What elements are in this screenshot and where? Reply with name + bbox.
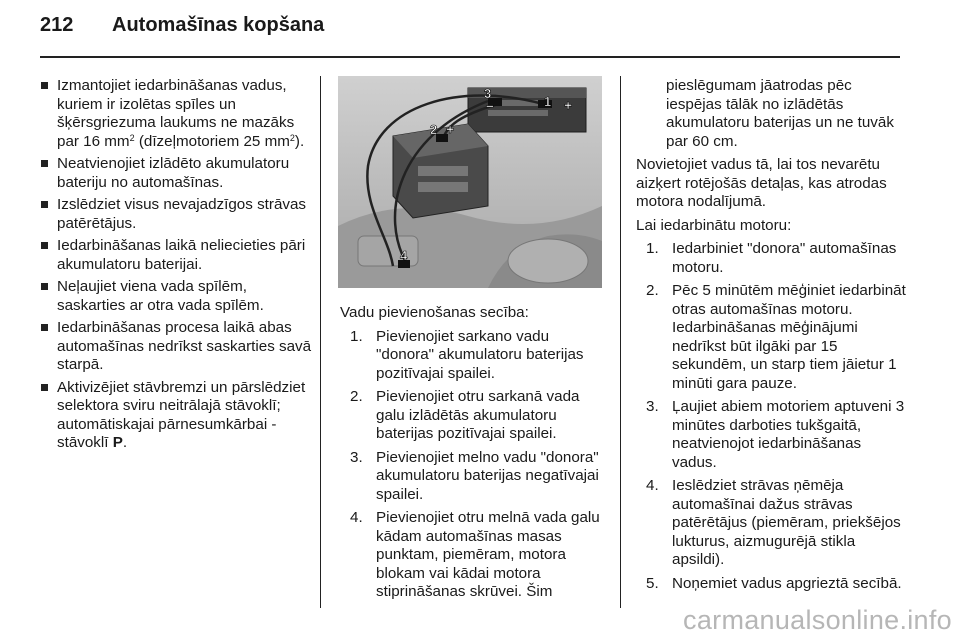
list-item: 2. Pēc 5 minūtēm mēģiniet iedarbināt otras automašīnas motoru. Iedarbināšanas mēģinājumi nedrīkst būt ilgāki par 15 sekundēm, un starp tiem jāietur 1 minūti gara pauze. (646, 282, 906, 392)
paragraph: Lai iedarbinātu motoru: (636, 216, 792, 234)
plus-sign-label: + (564, 97, 573, 113)
list-item: 2. Pievienojiet otru sarkanā vada galu izlādētās akumulatoru baterijas pozitīvajai spailei. (350, 388, 580, 442)
watermark: carmanualsonline.info (683, 605, 952, 635)
page-number: 212 (40, 14, 74, 36)
bullet-item: Aktivizējiet stāvbremzi un pārslēdziet selektora sviru neitrālajā stāvoklī; automātiskajai pārnesumkārbai - stāvoklī P. (40, 379, 312, 453)
page-header (40, 14, 324, 37)
column-divider-right (620, 76, 621, 608)
bullet-item: Izmantojiet iedarbināšanas vadus, kuriem ir izolētas spīles un šķērsgriezuma laukums ne mazāks par 16 $mm^2$ (dīzeļmotoriem 25 $mm^2$). (40, 77, 312, 151)
callout-4: 4 (400, 248, 408, 263)
page-title: Automašīnas kopšana (112, 14, 325, 36)
paragraph: Novietojiet vadus tā, lai tos nevarētu aizķert rotējošās detaļas, kas atrodas motora nodalījumā. (636, 156, 887, 210)
bullet-item: Neļaujiet viena vada spīlēm, saskarties ar otra vada spīlēm. (40, 278, 312, 315)
list-item: 4. Ieslēdziet strāvas ņēmēja automašīnai dažus strāvas patērētājus (piemēram, priekšējos lukturus, aizmugurējā stikla apsildi). (646, 477, 901, 568)
left-column (40, 77, 312, 457)
list-item: 3. Pievienojiet melno vadu "donora" akumulatoru baterijas negatīvajai spailei. (350, 448, 599, 503)
connection-order-intro: Vadu pievienošanas secība: (340, 304, 529, 321)
bullet-item: Neatvienojiet izlādēto akumulatoru bateriju no automašīnas. (40, 155, 312, 192)
continuation-text: pieslēgumam jāatrodas pēc iespējas tālāk no izlādētās akumulatoru baterijas un ne tuvāk par 60 cm. (666, 77, 894, 150)
right-column (636, 77, 906, 598)
callout-2: 2 (430, 122, 438, 137)
callout-1: 1 (544, 94, 552, 109)
header-rule (40, 56, 900, 58)
list-item: 3. Ļaujiet abiem motoriem aptuveni 3 minūtes darboties tukšgaitā, neatvienojot iedarbināšanas vadus. (646, 398, 905, 471)
jump-start-illustration (338, 76, 602, 288)
bullet-item: Izslēdziet visus nevajadzīgos strāvas patērētājus. (40, 196, 312, 233)
callout-3: 3 (484, 86, 492, 101)
minus-sign-label: – (486, 97, 494, 113)
list-item: 1. Iedarbiniet "donora" automašīnas motoru. (646, 240, 897, 276)
plus-sign-label-2: + (446, 121, 455, 137)
bullet-item: Iedarbināšanas laikā neliecieties pāri akumulatoru baterijai. (40, 237, 312, 274)
column-divider-left (320, 76, 321, 608)
list-item: 5. Noņemiet vadus apgrieztā secībā. (646, 574, 902, 592)
list-item: 1. Pievienojiet sarkano vadu "donora" akumulatoru baterijas pozitīvajai spailei. (350, 327, 584, 382)
list-item: 4. Pievienojiet otru melnā vada galu kādam automašīnas masas punktam, piemēram, motora blokam vai kādai motora stiprināšanas skrūvei. Šim (350, 509, 600, 600)
middle-column (340, 304, 606, 607)
bullet-item: Iedarbināšanas procesa laikā abas automašīnas nedrīkst saskarties savā starpā. (40, 319, 312, 375)
